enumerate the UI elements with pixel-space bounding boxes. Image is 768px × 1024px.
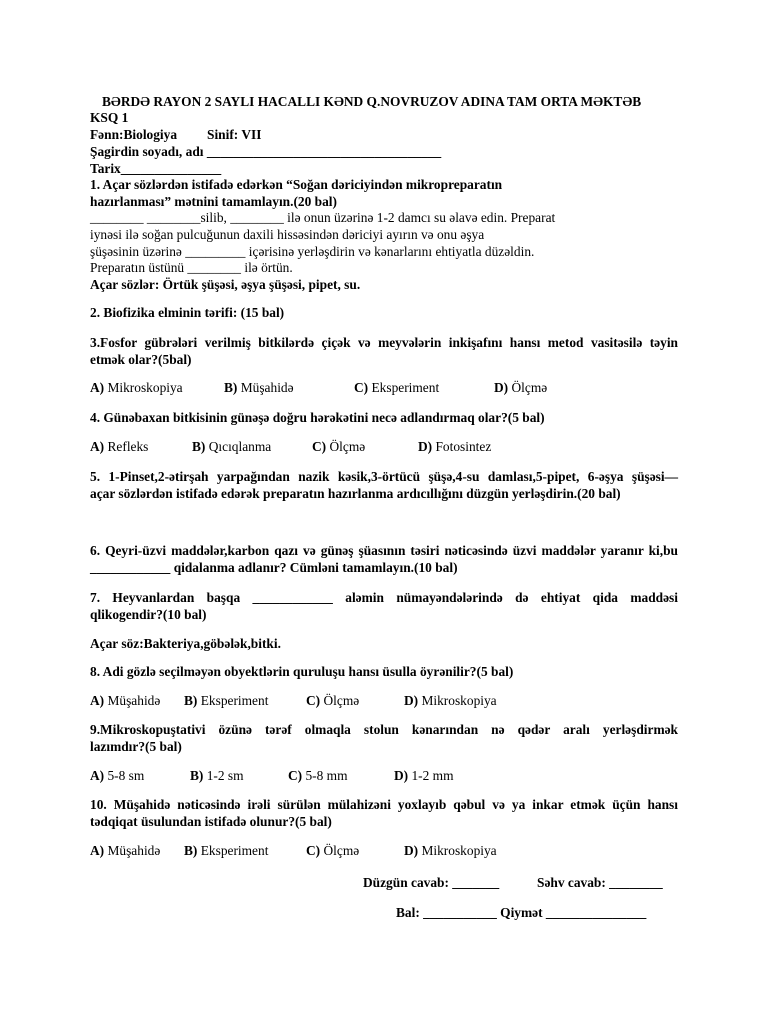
q9-option-d: D) 1-2 mm xyxy=(394,768,454,783)
q6-title-line1: 6. Qeyri-üzvi maddələr,karbon qazı və günəş şüasının təsiri nəticəsində üzvi maddələr yaranır ki,bu xyxy=(90,543,678,558)
q9-option-b: B) 1-2 sm xyxy=(190,768,244,783)
q2-title: 2. Biofizika elminin tərifi: (15 bal) xyxy=(90,305,285,320)
q1-title-line2: hazırlanması” mətnini tamamlayın.(20 bal) xyxy=(90,194,337,209)
q10-option-c: C) Ölçmə xyxy=(306,843,360,858)
q9-title-line1: 9.Mikroskopuştativi özünə tərəf olmaqla stolun kənarından nə qədər aralı yerləşdirmək xyxy=(90,722,678,737)
q10-option-d: D) Mikroskopiya xyxy=(404,843,497,858)
ksq-label: KSQ 1 xyxy=(90,110,129,125)
q8-option-a: A) Müşahidə xyxy=(90,693,161,708)
q8-title: 8. Adi gözlə seçilməyən obyektlərin quruluşu hansı üsulla öyrənilir?(5 bal) xyxy=(90,664,514,679)
q1-keywords: Açar sözlər: Örtük şüşəsi, əşya şüşəsi, pipet, su. xyxy=(90,277,361,292)
q7-title-line1: 7. Heyvanlardan başqa ____________ aləmin nümayəndələrində də ehtiyat qida maddəsi xyxy=(90,590,678,605)
school-title: BƏRDƏ RAYON 2 SAYLI HACALLI KƏND Q.NOVRUZOV ADINA TAM ORTA MƏKTƏB xyxy=(102,94,642,109)
q1-text-line4: Preparatın üstünü ________ ilə örtün. xyxy=(90,260,293,275)
q1-text-line2: iynəsi ilə soğan pulcuğunun daxili hissəsindən dəriciyi ayırın və onu əşya xyxy=(90,227,485,242)
q10-option-a: A) Müşahidə xyxy=(90,843,161,858)
q3-option-c: C) Eksperiment xyxy=(354,380,440,395)
q8-option-c: C) Ölçmə xyxy=(306,693,360,708)
q5-title-line1: 5. 1-Pinset,2-ətirşah yarpağından nazik kəsik,3-örtücü şüşə,4-su damlası,5-pipet, 6-əşya şüşəsi— xyxy=(90,469,678,484)
q10-title-line2: tədqiqat üsulundan istifadə olunur?(5 bal) xyxy=(90,814,332,829)
q10-title-line1: 10. Müşahidə nəticəsində irəli sürülən mülahizəni yoxlayıb qəbul və ya inkar etmək üçün hansı xyxy=(90,797,678,812)
q4-option-c: C) Ölçmə xyxy=(312,439,366,454)
q3-option-a: A) Mikroskopiya xyxy=(90,380,183,395)
grade-label: Sinif: VII xyxy=(207,127,262,142)
q3-title-line1: 3.Fosfor gübrələri verilmiş bitkilərdə çiçək və meyvələrin inkişafını hansı metod vasitəsilə təyin xyxy=(90,335,678,350)
wrong-answers-count: Səhv cavab: ________ xyxy=(537,875,663,890)
q7-keywords: Açar söz:Bakteriya,göbələk,bitki. xyxy=(90,636,281,651)
q9-title-line2: lazımdır?(5 bal) xyxy=(90,739,182,754)
q4-option-a: A) Refleks xyxy=(90,439,149,454)
q8-option-b: B) Eksperiment xyxy=(184,693,269,708)
correct-answers-count: Düzgün cavab: _______ xyxy=(363,875,500,890)
q1-text-line1: ________ ________silib, ________ ilə onun üzərinə 1-2 damcı su əlavə edin. Preparat xyxy=(90,210,556,225)
q3-option-d: D) Ölçmə xyxy=(494,380,548,395)
score-grade-line: Bal: ___________ Qiymət _______________ xyxy=(396,905,647,920)
q9-option-c: C) 5-8 mm xyxy=(288,768,348,783)
q1-text-line3: şüşəsinin üzərinə _________ içərisinə yerləşdirin və kənarlarını ehtiyatla düzəldin. xyxy=(90,244,535,259)
q7-title-line2: qlikogendir?(10 bal) xyxy=(90,607,207,622)
subject-label: Fənn:Biologiya xyxy=(90,127,178,142)
q3-title-line2: etmək olar?(5bal) xyxy=(90,352,192,367)
q10-option-b: B) Eksperiment xyxy=(184,843,269,858)
q4-option-b: B) Qıcıqlanma xyxy=(192,439,272,454)
q8-option-d: D) Mikroskopiya xyxy=(404,693,497,708)
date-line: Tarix_______________ xyxy=(90,161,222,176)
q4-option-d: D) Fotosintez xyxy=(418,439,492,454)
q4-title: 4. Günəbaxan bitkisinin günəşə doğru hərəkətini necə adlandırmaq olar?(5 bal) xyxy=(90,410,545,425)
q6-title-line2: ____________ qidalanma adlanır? Cümləni tamamlayın.(10 bal) xyxy=(90,560,458,575)
student-name-line: Şagirdin soyadı, adı ___________________________________ xyxy=(90,144,442,159)
q9-option-a: A) 5-8 sm xyxy=(90,768,145,783)
q3-option-b: B) Müşahidə xyxy=(224,380,294,395)
q1-title-line1: 1. Açar sözlərdən istifadə edərkən “Soğan dəriciyindən mikropreparatın xyxy=(90,177,503,192)
q5-title-line2: açar sözlərdən istifadə edərək preparatın hazırlanma ardıcıllığını düzgün yerləşdirin.(20 bal) xyxy=(90,486,621,501)
